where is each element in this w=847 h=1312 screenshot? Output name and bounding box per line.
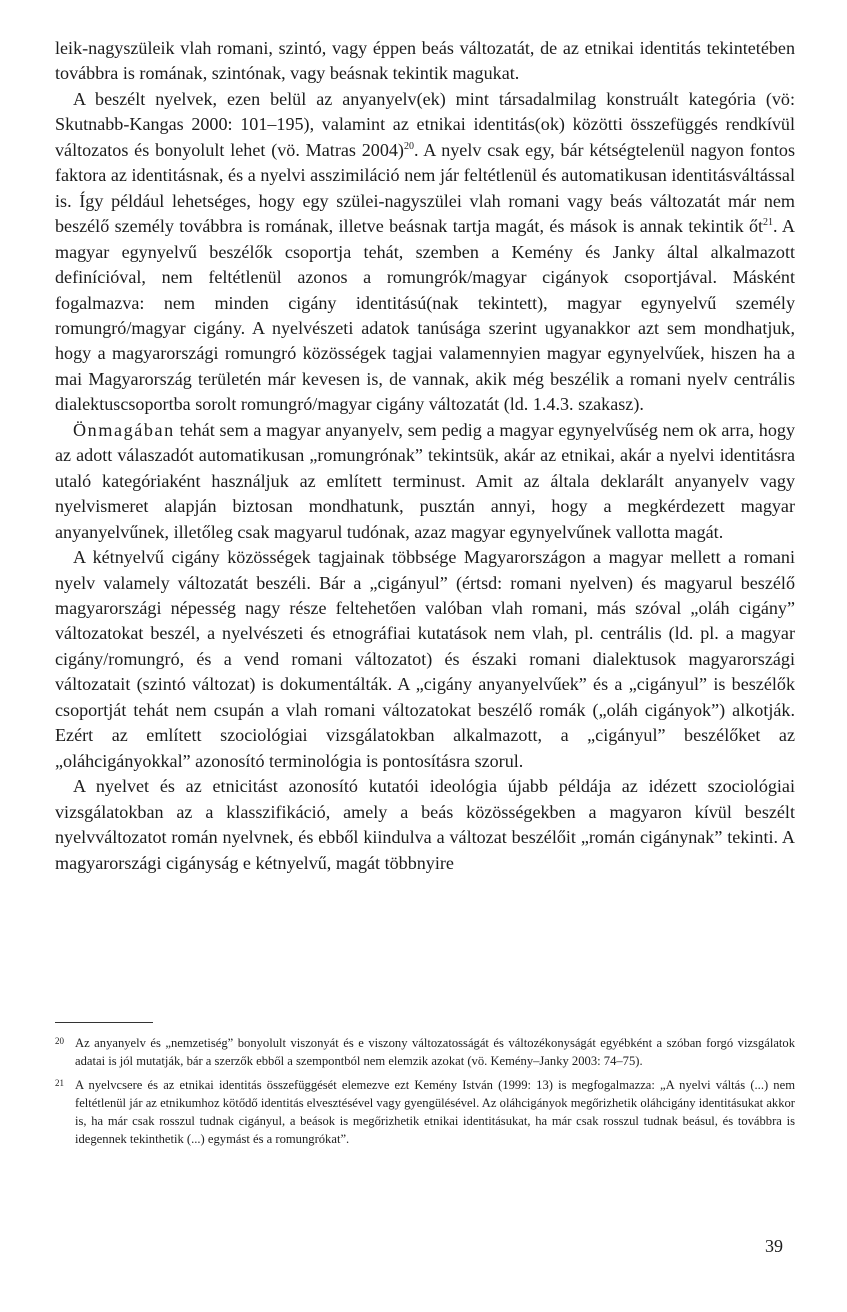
footnote-ref-21[interactable]: 21: [763, 217, 774, 229]
paragraph-4-text: A kétnyelvű cigány közösségek tagjainak többsége Magyarországon a magyar mellett a romani nyelv valamely változatát beszéli. Bár a „cigányul” (értsd: romani nyelven) és magyarul beszélő magyarországi népesség nagy része feltehetően valóban vlah romani, más szóval „oláh cigány” változatokat beszél, a nyelvészeti és etnográfiai kutatások nem vlah, pl. centrális (ld. pl. a magyar cigány/romungró, és a vend romani változatot) és északi romani dialektusok magyarországi változatait (szintó változat) is dokumentálták. A „cigány anyanyelvűek” és a „cigányul” is beszélők csoportját tehát nem csupán a vlah romani változatokat beszélő romák („oláh cigányok”) alkotják. Ezért az említett szociológiai vizsgálatokban alkalmazott, a „cigányul” beszélőket az „oláhcigányokkal” azonosító terminológia is pontosításra szorul.: [55, 547, 795, 771]
footnote-text: A nyelvcsere és az etnikai identitás összefüggését elemezve ezt Kemény István (1999: 13) is megfogalmazza: „A nyelvi váltás (...) nem feltétlenül jár az etnikumhoz kötődő identitás elvesztésével vagy gyengülésével. Az oláhcigányok megőrizhetik oláhcigány identitásukat akkor is, ha már csak rosszul tudnak cigányul, a beások is megőrizhetik etnikai identitásukat, ha már csak rosszul tudnak beásul, és továbbra is idegennek tekinthetik (...) egymást és a romungrókat”.: [75, 1078, 795, 1147]
footnote-20: [55, 1034, 795, 1070]
footnote-text: Az anyanyelv és „nemzetiség” bonyolult viszonyát és e viszony változatosságát és változékonyságát egyébként a szóban forgó vizsgálatok adatai is jól mutatják, bár a szerzők ebből a szempontból nem elemzik azokat (vö. Kemény–Janky 2003: 74–75).: [75, 1036, 795, 1069]
paragraph-2-part-2: . A nyelv csak egy, bár kétségtelenül nagyon fontos faktora az identitásnak, és a nyelvi asszimiláció nem jár feltétlenül és automatikusan identitásváltással is. Így például lehetséges, hogy egy szülei-nagyszülei vlah romani vagy beás változatát már nem beszélő személy továbbra is romának, illetve beásnak tartja magát, és mások is annak tekintik őt: [55, 139, 795, 237]
paragraph-2-part-1: A beszélt nyelvek, ezen belül az anyanyelv(ek) mint társadalmilag konstruált kategória (vö: Skutnabb-Kangas 2000: 101–195), valamint az etnikai identitás(ok) közötti összefüggés rendkívül változatos és bonyolult lehet (vö. Matras 2004): [55, 88, 795, 160]
paragraph-3-text: tehát sem a magyar anyanyelv, sem pedig a magyar egynyelvűség nem ok arra, hogy az adott válaszadót automatikusan „romungrónak” tekintsük, akár az etnikai, akár a nyelvi identitásra utaló kategóriaként használjuk az említett terminust. Amit az általa deklarált anyanyelv vagy nyelvismeret alapján biztosan mondhatunk, pusztán annyi, hogy a megkérdezett magyar anyanyelvűnek, illetőleg csak magyarul tudónak, azaz magyar egynyelvűnek vallotta magát.: [55, 419, 795, 542]
paragraph-2-part-3: . A magyar egynyelvű beszélők csoportja tehát, szemben a Kemény és Janky által alkalmazott definícióval, nem feltétlenül azonos a romungrók/magyar cigányok csoportjával. Másként fogalmazva: nem minden cigány identitású(nak tekintett), magyar egynyelvű személy romungró/magyar cigány. A nyelvészeti adatok tanúsága szerint ugyanakkor azt sem mondhatjuk, hogy a magyarországi romungró közösségek tagjai valamennyien magyar egynyelvűek, hiszen ha a mai Magyarország területén már kevesen is, de vannak, akik még beszélik a romani nyelv centrális dialektuscsoportba sorolt romungró/magyar cigány változatát (ld. 1.4.3. szakasz).: [55, 216, 795, 415]
footnote-21: [55, 1076, 795, 1148]
paragraph-2: [55, 87, 795, 418]
footnote-number: 21: [55, 1078, 64, 1089]
paragraph-5: [55, 774, 795, 876]
footnote-ref-20[interactable]: 20: [403, 140, 414, 152]
footnote-separator: [55, 1022, 153, 1023]
paragraph-1-text: leik-nagyszüleik vlah romani, szintó, vagy éppen beás változatát, de az etnikai identitás tekintetében továbbra is romának, szintónak, vagy beásnak tekintik magukat.: [55, 38, 795, 84]
footnotes: [55, 1034, 795, 1155]
footnote-number: 20: [55, 1036, 64, 1046]
paragraph-1: [55, 36, 795, 87]
paragraph-3: [55, 418, 795, 545]
page-number: 39: [765, 1236, 783, 1256]
paragraph-4: [55, 545, 795, 774]
paragraph-5-text: A nyelvet és az etnicitást azonosító kutatói ideológia újabb példája az idézett szociológiai vizsgálatokban az a klasszifikáció, amely a beás közösségekben a magyaron kívül beszélt nyelvváltozatot román nyelvnek, és ebből kiindulva a változat beszélőit „román cigánynak” tekinti. A magyarországi cigányság e kétnyelvű, magát többnyire: [55, 776, 795, 873]
main-text: [55, 36, 795, 876]
paragraph-3-emphasis: Önmagában: [73, 419, 175, 440]
